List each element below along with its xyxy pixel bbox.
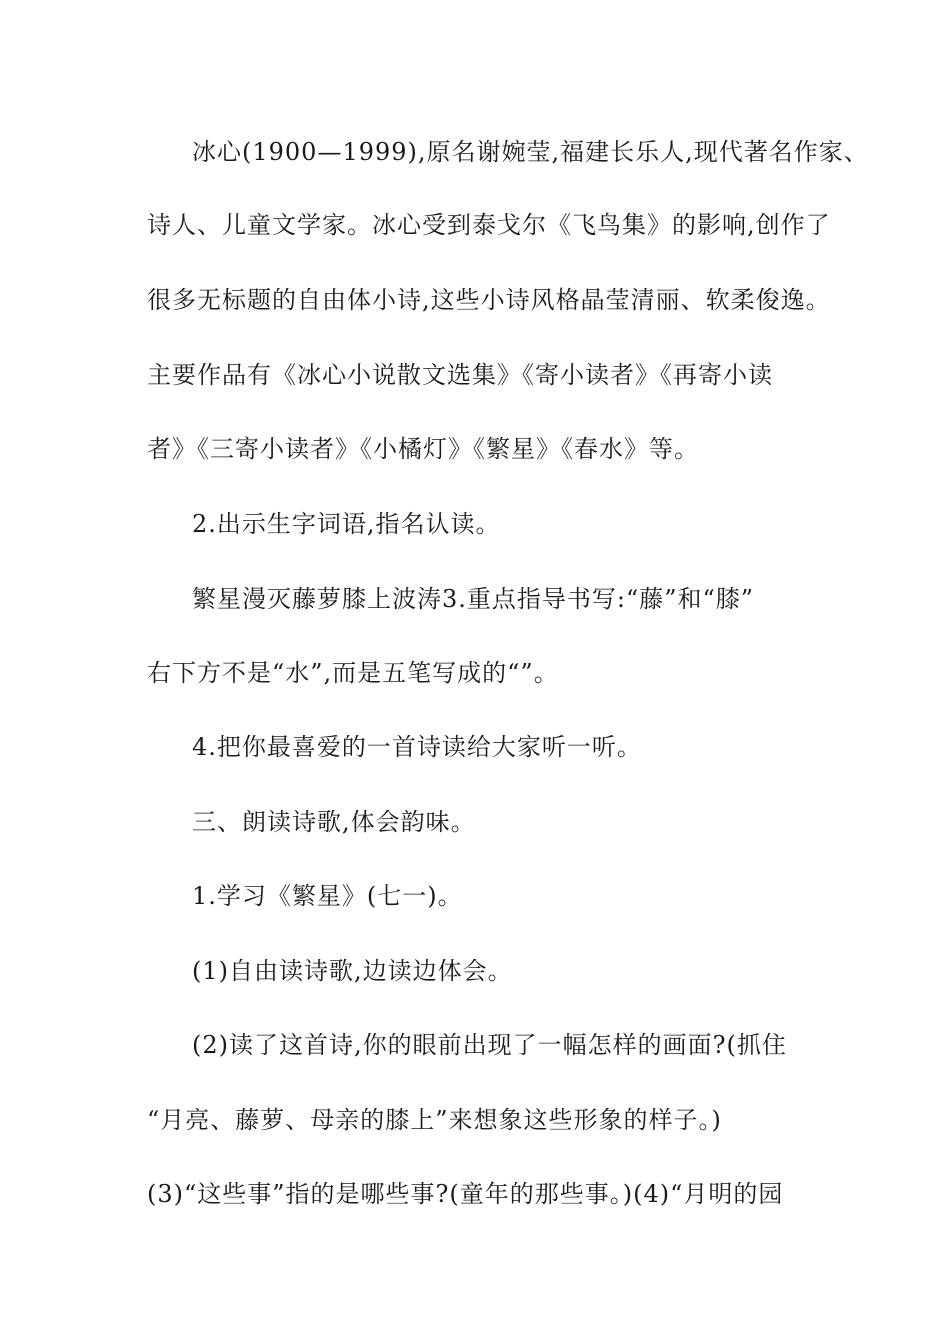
paragraph-line: “月亮、藤萝、母亲的膝上”来想象这些形象的样子。): [147, 1106, 722, 1134]
paragraph-line: 者》《三寄小读者》《小橘灯》《繁星》《春水》等。: [147, 435, 699, 463]
section-heading: 三、朗读诗歌,体会韵味。: [192, 808, 476, 836]
paragraph-line: 冰心(1900—1999),原名谢婉莹,福建长乐人,现代著名作家、: [192, 138, 869, 166]
paragraph-line: 右下方不是“水”,而是五笔写成的“”。: [147, 659, 559, 687]
paragraph-line: (2)读了这首诗,你的眼前出现了一幅怎样的画面?(抓住: [192, 1031, 787, 1059]
paragraph-line: 4.把你最喜爱的一首诗读给大家听一听。: [192, 733, 642, 761]
paragraph-line: 主要作品有《冰心小说散文选集》《寄小读者》《再寄小读: [147, 361, 773, 389]
paragraph-line: (3)“这些事”指的是哪些事?(童年的那些事。)(4)“月明的园: [147, 1180, 784, 1208]
paragraph-line: 繁星漫灭藤萝膝上波涛3.重点指导书写:“藤”和“膝”: [192, 585, 755, 613]
paragraph-line: 2.出示生字词语,指名认读。: [192, 510, 501, 538]
paragraph-line: 1.学习《繁星》(七一)。: [192, 882, 463, 910]
paragraph-line: (1)自由读诗歌,边读边体会。: [192, 957, 513, 985]
paragraph-line: 很多无标题的自由体小诗,这些小诗风格晶莹清丽、软柔俊逸。: [147, 286, 831, 314]
paragraph-line: 诗人、儿童文学家。冰心受到泰戈尔《飞鸟集》的影响,创作了: [147, 211, 831, 239]
